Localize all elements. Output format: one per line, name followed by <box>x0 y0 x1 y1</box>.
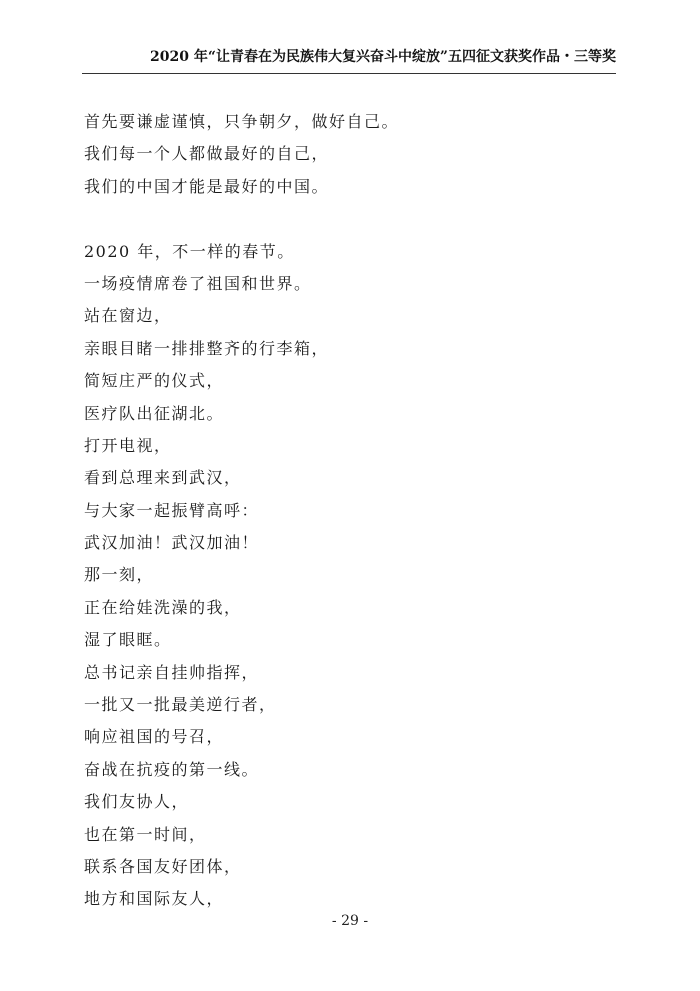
poem-line: 看到总理来到武汉， <box>84 468 242 488</box>
poem-line: 武汉加油！武汉加油！ <box>84 533 260 553</box>
poem-line: 简短庄严的仪式， <box>84 371 225 391</box>
poem-line: 也在第一时间， <box>84 824 207 844</box>
page-number: - 29 - <box>331 913 369 929</box>
poem-line: 总书记亲自挂帅指挥， <box>84 662 260 682</box>
poem-body <box>84 106 616 916</box>
poem-line: 我们友协人， <box>84 792 190 812</box>
header-divider <box>82 73 616 74</box>
poem-line: 2020 年，不一样的春节。 <box>84 241 295 261</box>
poem-line: 我们的中国才能是最好的中国。 <box>84 176 330 196</box>
poem-line: 医疗队出征湖北。 <box>84 403 225 423</box>
poem-line: 一批又一批最美逆行者， <box>84 695 277 715</box>
poem-line: 地方和国际友人， <box>84 889 225 909</box>
poem-line: 亲眼目睹一排排整齐的行李箱， <box>84 338 330 358</box>
poem-line: 与大家一起振臂高呼： <box>84 500 260 520</box>
poem-line: 那一刻， <box>84 565 155 585</box>
poem-line: 一场疫情席卷了祖国和世界。 <box>84 273 312 293</box>
poem-line: 奋战在抗疫的第一线。 <box>84 759 260 779</box>
poem-line: 正在给娃洗澡的我， <box>84 597 242 617</box>
poem-line: 联系各国友好团体， <box>84 856 242 876</box>
poem-line: 我们每一个人都做最好的自己， <box>84 144 330 164</box>
page-header-title: 2020 年“让青春在为民族伟大复兴奋斗中绽放”五四征文获奖作品・三等奖 <box>150 49 616 65</box>
poem-line: 首先要谦虚谨慎，只争朝夕，做好自己。 <box>84 112 400 131</box>
stanza-break <box>84 203 616 235</box>
poem-line: 打开电视， <box>84 435 172 455</box>
poem-line: 湿了眼眶。 <box>84 630 172 650</box>
poem-line: 站在窗边， <box>84 306 172 326</box>
poem-line: 响应祖国的号召， <box>84 727 225 747</box>
